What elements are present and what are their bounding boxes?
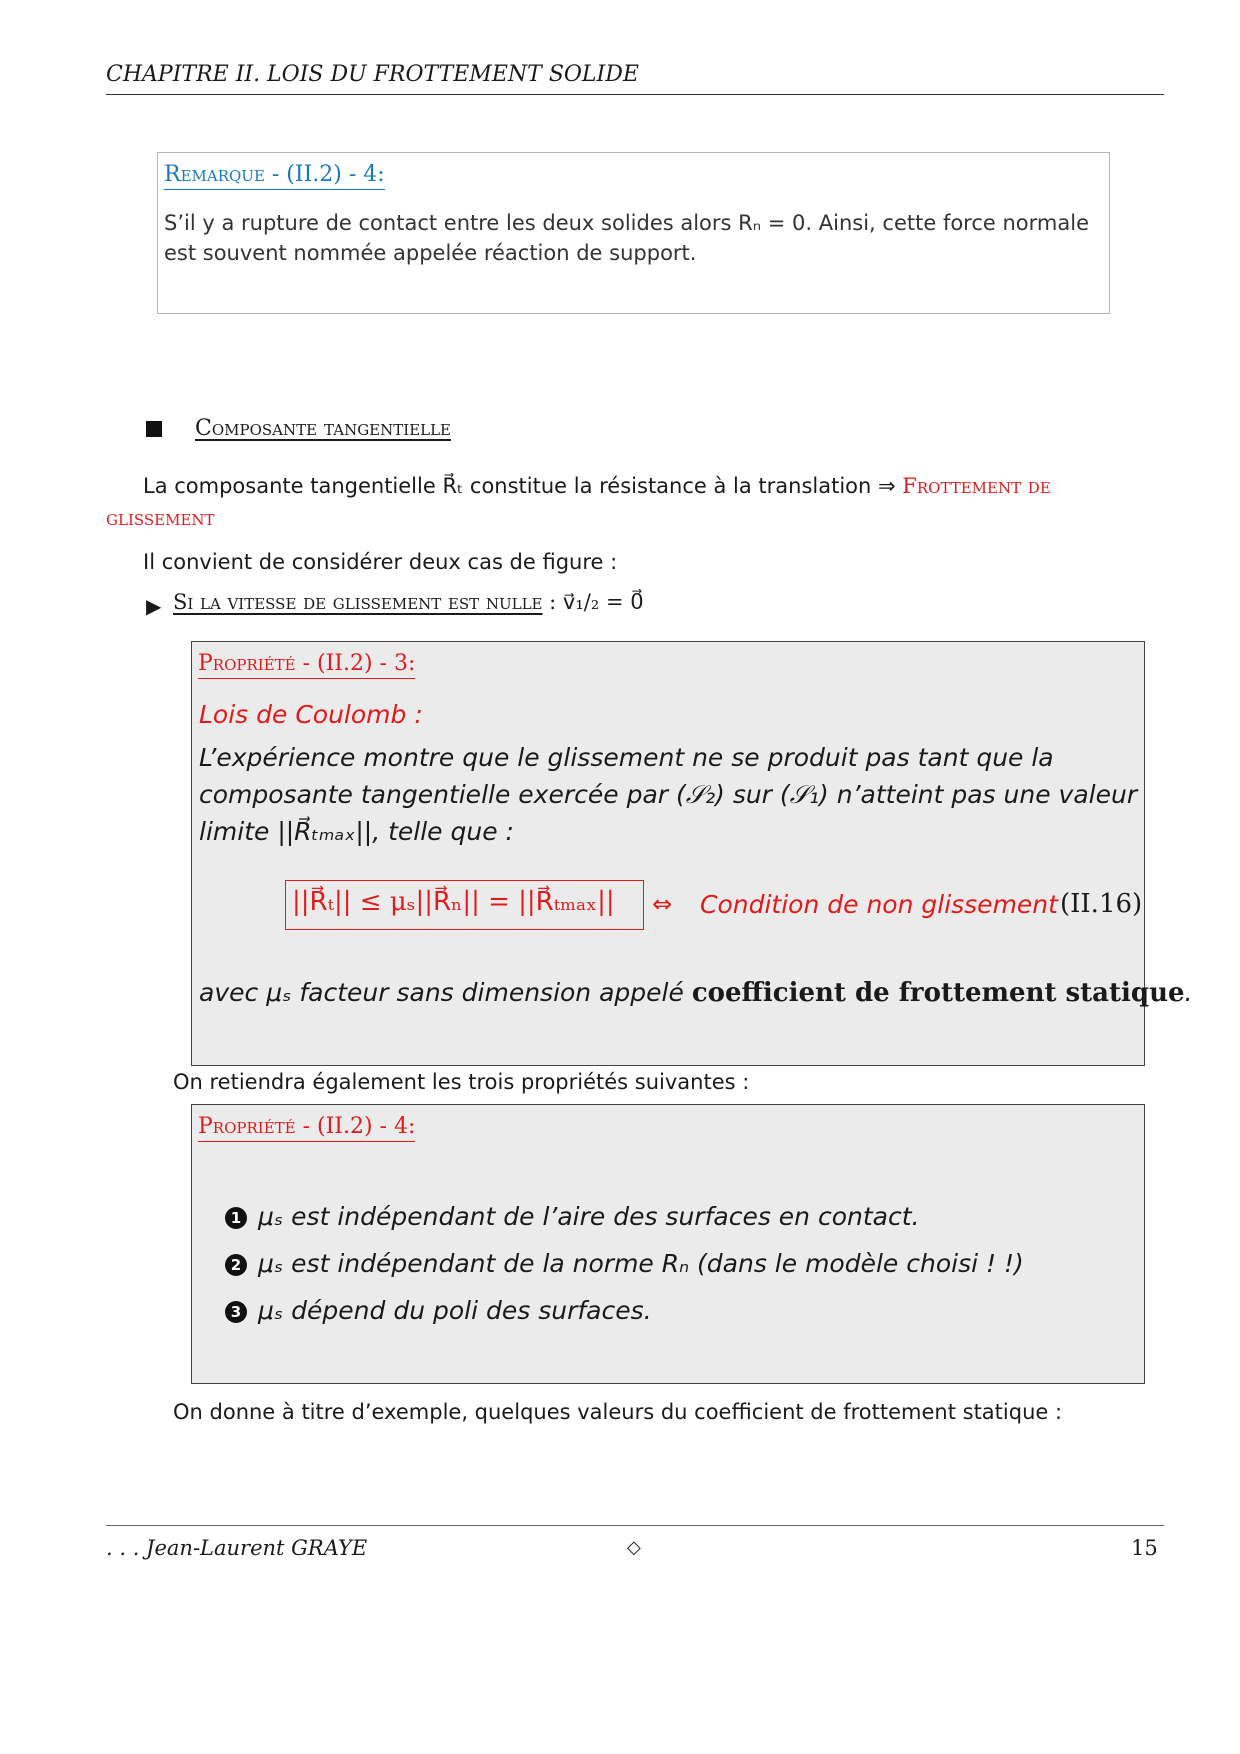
footer-author: . . . Jean-Laurent GRAYE [106,1536,368,1560]
property4-title: Propriété - (II.2) - 4: [198,1114,415,1142]
avec-text: avec μₛ facteur sans dimension appelé [199,978,692,1007]
section-bullet-icon [146,421,162,437]
equation-number: (II.16) [1060,889,1143,919]
number-2-icon: 2 [225,1254,247,1276]
diamond-icon: ◇ [627,1537,641,1558]
remark-text: S’il y a rupture de contact entre les deux solides alors Rₙ = 0. Ainsi, cette force normale est souvent nommée appelée réaction de support. [164,211,1089,265]
glissement-term: Frottement de glissement [106,474,1051,530]
case-condition: : v⃗₁/₂ = 0⃗ [542,590,644,614]
paragraph-tangential-text: La composante tangentielle R⃗ₜ constitue la résistance à la translation ⇒ [143,474,903,498]
equation-formula: ||R⃗ₜ|| ≤ μₛ||R⃗ₙ|| = ||R⃗ₜₘₐₓ|| [292,887,615,917]
number-3-icon: 3 [225,1301,247,1323]
coulomb-text: L’expérience montre que le glissement ne se produit pas tant que la composante tangentielle exercée par (𝒮₂) sur (𝒮₁) n’atteint pas une valeur limite ||R⃗ₜₘₐₓ||, telle que : [199,743,1138,846]
paragraph-tangential [106,470,1164,534]
header-rule [106,94,1164,95]
coulomb-heading: Lois de Coulomb : [199,700,423,729]
equivalence-symbol: ⇔ [652,890,673,918]
case-line [173,590,644,614]
footer-rule [106,1525,1164,1526]
page-header-title: CHAPITRE II. LOIS DU FROTTEMENT SOLIDE [106,62,639,87]
case-label: Si la vitesse de glissement est nulle [173,590,543,614]
equation-label: Condition de non glissement [700,890,1058,919]
property4-item: μₛ dépend du poli des surfaces. [258,1296,652,1325]
property4-box [191,1104,1145,1384]
retiendra-text: On retiendra également les trois propriétés suivantes : [173,1070,750,1094]
property3-title: Propriété - (II.2) - 3: [198,651,415,679]
property4-item: μₛ est indépendant de la norme Rₙ (dans le modèle choisi ! !) [258,1249,1024,1278]
paragraph-cases: Il convient de considérer deux cas de figure : [143,550,618,574]
avec-bold-term: coefficient de frottement statique [691,978,1185,1008]
page-number: 15 [1131,1536,1158,1560]
section-title: Composante tangentielle [195,416,452,441]
closing-text: On donne à titre d’exemple, quelques valeurs du coefficient de frottement statique : [173,1400,1063,1424]
number-1-icon: 1 [225,1207,247,1229]
triangle-bullet-icon: ▶ [146,594,162,618]
avec-period: . [1184,978,1193,1007]
avec-line [199,978,1193,1008]
property4-item: μₛ est indépendant de l’aire des surfaces en contact. [258,1202,920,1231]
remark-title: Remarque - (II.2) - 4: [164,162,385,190]
